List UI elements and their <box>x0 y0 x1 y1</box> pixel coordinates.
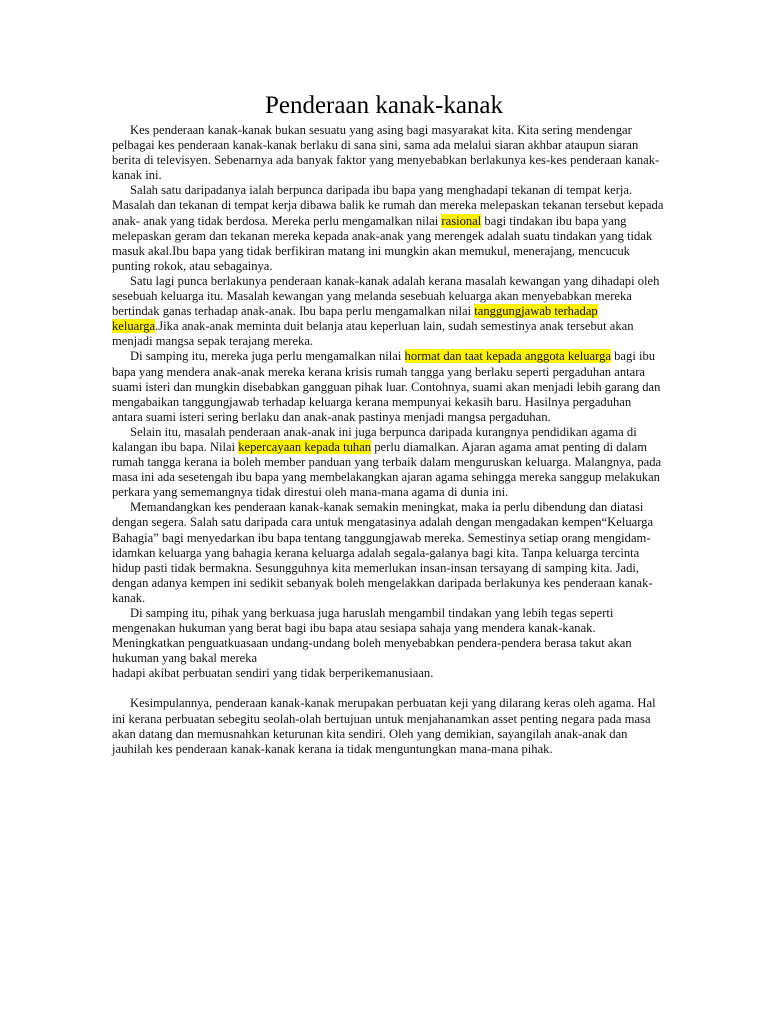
paragraph-text: bagi tindakan ibu bapa yang melepaskan geram dan tekanan mereka kepada anak-anak yang merengek adalah suatu tindakan yang tidak masuk akal.Ibu bapa yang tidak berfikiran matang ini mungkin akan memukul, menerajang, mencucuk punting rokok, atau sebagainya. <box>112 213 653 273</box>
highlighted-value: tanggungjawab terhadap keluarga <box>112 304 598 334</box>
paragraph-text: Kesimpulannya, penderaan kanak-kanak merupakan perbuatan keji yang dilarang keras oleh agama. Hal ini kerana perbuatan sebegitu seolah-olah bertujuan untuk menjahanamkan asset penting negara pada masa akan datang dan memusnahkan keturunan kita sendiri. Oleh yang demikian, sayangilah anak-anak dan jauhilah kes penderaan kanak-kanak kerana ia tidak menguntungkan mana-mana pihak. <box>112 696 656 756</box>
paragraph-text: perlu diamalkan. Ajaran agama amat penting di dalam rumah tangga kerana ia boleh member panduan yang terbaik dalam menguruskan keluarga. Malangnya, pada masa ini ada sesetengah ibu bapa yang membelakangkan ajaran agama sehingga mereka sanggup melakukan perkara yang sememangnya tidak direstui oleh mana-mana agama di dunia ini. <box>112 439 662 500</box>
paragraph-campaign <box>112 500 664 606</box>
paragraph-text: Di samping itu, pihak yang berkuasa juga haruslah mengambil tindakan yang lebih tegas seperti mengenakan hukuman yang berat bagi ibu bapa atau sesiapa sahaja yang mendera kanak-kanak. Meningkatkan penguatkuasaan undang-undang boleh menyebabkan pendera-pendera berasa takut akan hukuman yang bakal mereka <box>112 606 632 666</box>
highlighted-value: kepercayaan kepada tuhan <box>238 439 372 454</box>
document-title: Penderaan kanak-kanak <box>264 92 504 119</box>
paragraph-conclusion <box>112 696 664 756</box>
paragraph-text: Satu lagi punca berlakunya penderaan kanak-kanak adalah kerana masalah kewangan yang dihadapi oleh sesebuah keluarga itu. Masalah kewangan yang melanda sesebuah keluarga akan menyebabkan mereka bertindak ganas terhadap anak-anak. Ibu bapa perlu mengamalkan nilai <box>112 273 660 319</box>
paragraph-text: Kes penderaan kanak-kanak bukan sesuatu yang asing bagi masyarakat kita. Kita sering mendengar pelbagai kes penderaan kanak-kanak berlaku di sana sini, sama ada melalui siaran akhbar ataupun siaran berita di televisyen. Sebenarnya ada banyak faktor yang menyebabkan berlakunya kes-kes penderaan kanak-kanak ini. <box>112 123 660 183</box>
paragraph-financial-problems <box>112 274 664 349</box>
paragraph-intro <box>112 123 664 183</box>
paragraph-text: Salah satu daripadanya ialah berpunca daripada ibu bapa yang menghadapi tekanan di tempat kerja. Masalah dan tekanan di tempat kerja dibawa balik ke rumah dan mereka melepaskan tekanan tersebut kepada anak- anak yang tidak berdosa. Mereka perlu mengamalkan nilai <box>112 183 664 228</box>
paragraph-enforcement <box>112 606 664 666</box>
paragraph-religious-education <box>112 425 664 500</box>
paragraph-enforcement-continued <box>112 666 664 681</box>
paragraph-workplace-stress <box>112 183 664 274</box>
highlighted-value: hormat dan taat kepada anggota keluarga <box>404 349 611 364</box>
paragraph-text: bagi ibu bapa yang mendera anak-anak mereka kerana krisis rumah tangga yang berlaku seperti pergaduhan antara suami isteri dan mungkin disebabkan gangguan pihak luar. Contohnya, suami akan menjadi lebih garang dan mengabaikan tanggungjawab terhadap keluarga kerana mempunyai kekasih baru. Hasilnya pergaduhan antara suami isteri sering berlaku dan anak-anak pastinya menjadi mangsa pergaduhan. <box>112 349 661 424</box>
paragraph-text: Selain itu, masalah penderaan anak-anak ini juga berpunca daripada kurangnya pendidikan agama di kalangan ibu bapa. Nilai <box>112 424 637 454</box>
highlighted-value: rasional <box>441 213 482 228</box>
paragraph-text: .Jika anak-anak meminta duit belanja atau keperluan lain, sudah semestinya anak tersebut akan menjadi mangsa sepak terajang mereka. <box>112 319 634 349</box>
paragraph-text: Di samping itu, mereka juga perlu mengamalkan nilai <box>130 349 405 364</box>
paragraph-text: hadapi akibat perbuatan sendiri yang tidak berperikemanusiaan. <box>112 666 434 681</box>
document-body <box>112 123 664 757</box>
paragraph-text: Memandangkan kes penderaan kanak-kanak semakin meningkat, maka ia perlu dibendung dan diatasi dengan segera. Salah satu daripada cara untuk mengatasinya adalah dengan mengadakan kempen“Keluarga Bahagia” bagi menyedarkan ibu bapa tentang tanggungjawab mereka. Semestinya setiap orang mengidam-idamkan keluarga yang bahagia kerana keluarga adalah segala-galanya bagi kita. Tanpa keluarga tercinta hidup pasti tidak bermakna. Sesungguhnya kita memerlukan insan-insan tersayang di samping kita. Jadi, dengan adanya kempen ini sedikit sebanyak boleh mengelakkan daripada berlakunya kes penderaan kanak-kanak. <box>112 500 654 605</box>
paragraph-household-crisis <box>112 349 664 424</box>
